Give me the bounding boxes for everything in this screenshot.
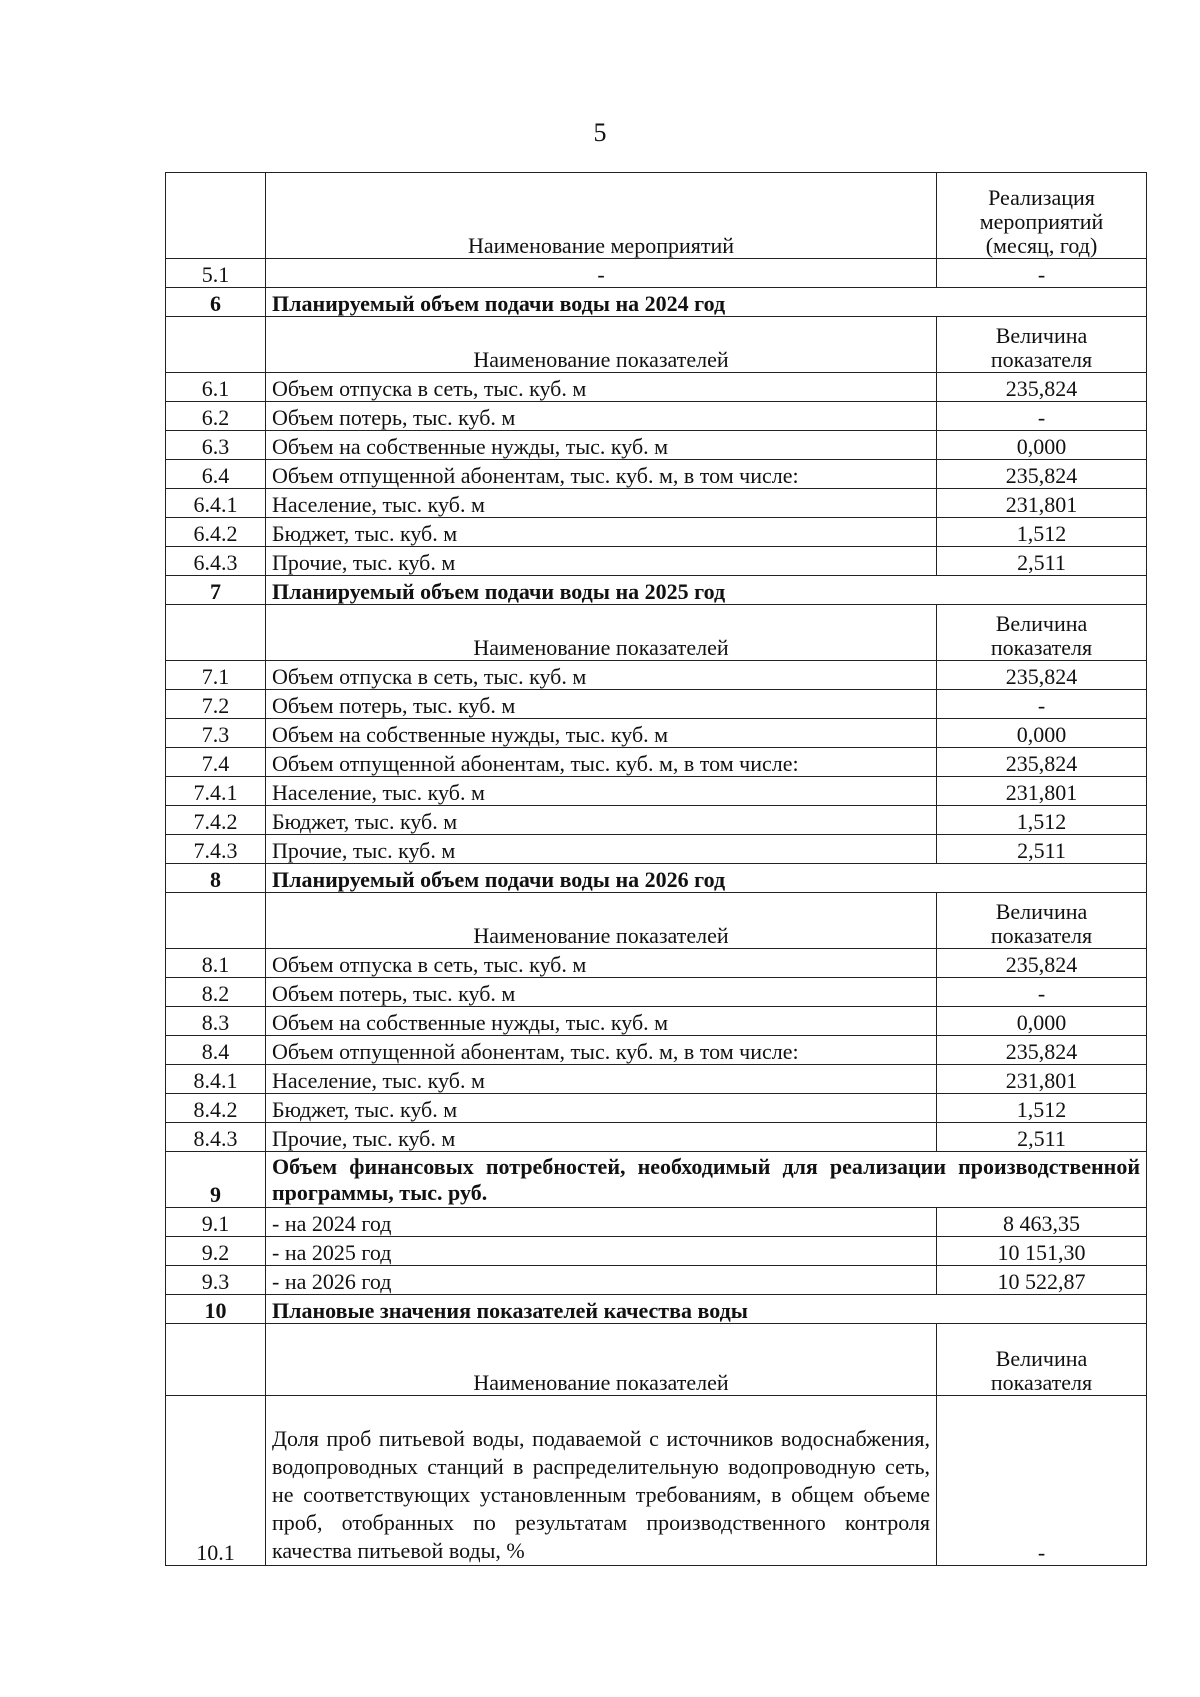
subheader-num-cell [166,317,266,373]
row-value: 235,824 [937,748,1147,777]
table-row [166,431,1147,460]
section-title: Планируемый объем подачи воды на 2026 год [266,864,1147,893]
table-row [166,460,1147,489]
table-row [166,690,1147,719]
subheader-row [166,1324,1147,1396]
section-header-10 [166,1295,1147,1324]
table-row [166,402,1147,431]
subheader-name: Наименование показателей [266,317,937,373]
row-value: 2,511 [937,1123,1147,1152]
row-number: 6.4.1 [166,489,266,518]
row-value: 235,824 [937,373,1147,402]
row-name: Объем на собственные нужды, тыс. куб. м [266,1007,937,1036]
subheader-value: Величина показателя [937,605,1147,661]
subheader-num-cell [166,605,266,661]
section-title: Объем финансовых потребностей, необходимый для реализации производственной программы, тыс. руб. [266,1152,1147,1208]
header-value-cell: Реализация мероприятий (месяц, год) [937,173,1147,259]
table-row [166,373,1147,402]
row-number: 7.1 [166,661,266,690]
section-title: Плановые значения показателей качества воды [266,1295,1147,1324]
row-number: 5.1 [166,259,266,288]
row-name: Объем на собственные нужды, тыс. куб. м [266,431,937,460]
row-value: 0,000 [937,1007,1147,1036]
section-header-6 [166,288,1147,317]
section-number: 8 [166,864,266,893]
section-title: Планируемый объем подачи воды на 2025 год [266,576,1147,605]
row-value: 2,511 [937,547,1147,576]
table-row [166,661,1147,690]
subheader-num-cell [166,893,266,949]
row-number: 6.1 [166,373,266,402]
subheader-name: Наименование показателей [266,893,937,949]
row-number: 8.4.3 [166,1123,266,1152]
row-name: Объем на собственные нужды, тыс. куб. м [266,719,937,748]
row-number: 7.4.2 [166,806,266,835]
table-row [166,719,1147,748]
table-row [166,978,1147,1007]
row-value: 0,000 [937,431,1147,460]
section-number: 6 [166,288,266,317]
row-number: 6.4.3 [166,547,266,576]
row-value: 235,824 [937,460,1147,489]
row-value: 10 522,87 [937,1266,1147,1295]
table-row [166,1036,1147,1065]
table-row [166,777,1147,806]
row-number: 6.3 [166,431,266,460]
section-number: 9 [166,1152,266,1208]
subheader-value: Величина показателя [937,893,1147,949]
subheader-row [166,893,1147,949]
row-number: 8.2 [166,978,266,1007]
row-name: Прочие, тыс. куб. м [266,547,937,576]
subheader-value: Величина показателя [937,1324,1147,1396]
row-name: - [266,259,937,288]
row-value: - [937,402,1147,431]
table-row [166,949,1147,978]
row-name: Доля проб питьевой воды, подаваемой с источников водоснабжения, водопроводных станций в распределительную водопроводную сеть, не соответствующих установленным требованиям, в общем объеме проб, отобранных по результатам производственного контроля качества питьевой воды, % [266,1396,937,1566]
table-row [166,1208,1147,1237]
row-value: - [937,259,1147,288]
row-name: Прочие, тыс. куб. м [266,1123,937,1152]
row-value: 8 463,35 [937,1208,1147,1237]
section-title: Планируемый объем подачи воды на 2024 год [266,288,1147,317]
row-number: 8.4 [166,1036,266,1065]
row-number: 8.4.2 [166,1094,266,1123]
subheader-name: Наименование показателей [266,1324,937,1396]
row-number: 7.4.3 [166,835,266,864]
row-value: 235,824 [937,949,1147,978]
row-number: 10.1 [166,1396,266,1566]
row-name: - на 2024 год [266,1208,937,1237]
row-value: 1,512 [937,1094,1147,1123]
row-name: Объем потерь, тыс. куб. м [266,978,937,1007]
table-row [166,489,1147,518]
table-row [166,547,1147,576]
subheader-row [166,317,1147,373]
table-header-row [166,173,1147,259]
row-name: Объем потерь, тыс. куб. м [266,690,937,719]
table-row [166,1007,1147,1036]
row-name: Население, тыс. куб. м [266,1065,937,1094]
row-value: 1,512 [937,806,1147,835]
section-number: 10 [166,1295,266,1324]
row-number: 8.4.1 [166,1065,266,1094]
row-number: 6.4.2 [166,518,266,547]
table-row [166,1396,1147,1566]
row-name: Объем отпуска в сеть, тыс. куб. м [266,373,937,402]
table-row [166,1065,1147,1094]
row-number: 8.1 [166,949,266,978]
row-name: Объем отпущенной абонентам, тыс. куб. м, в том числе: [266,748,937,777]
row-name: Население, тыс. куб. м [266,777,937,806]
row-number: 9.2 [166,1237,266,1266]
row-number: 9.1 [166,1208,266,1237]
row-name: Бюджет, тыс. куб. м [266,1094,937,1123]
program-table [165,172,1147,1566]
row-number: 7.2 [166,690,266,719]
row-value: 235,824 [937,661,1147,690]
row-number: 6.2 [166,402,266,431]
row-value: 235,824 [937,1036,1147,1065]
section-header-8 [166,864,1147,893]
row-name: Прочие, тыс. куб. м [266,835,937,864]
row-value: - [937,690,1147,719]
section-number: 7 [166,576,266,605]
table-row [166,748,1147,777]
row-name: - на 2026 год [266,1266,937,1295]
row-number: 8.3 [166,1007,266,1036]
row-number: 7.4 [166,748,266,777]
header-name-cell: Наименование мероприятий [266,173,937,259]
subheader-name: Наименование показателей [266,605,937,661]
row-value: 231,801 [937,1065,1147,1094]
section-header-9 [166,1152,1147,1208]
row-name: Объем отпущенной абонентам, тыс. куб. м, в том числе: [266,460,937,489]
table-row [166,806,1147,835]
row-number: 6.4 [166,460,266,489]
row-name: Объем отпуска в сеть, тыс. куб. м [266,661,937,690]
row-value: 231,801 [937,489,1147,518]
row-value: 231,801 [937,777,1147,806]
row-number: 9.3 [166,1266,266,1295]
row-name: Объем потерь, тыс. куб. м [266,402,937,431]
row-value: 0,000 [937,719,1147,748]
header-num-cell [166,173,266,259]
row-value: 2,511 [937,835,1147,864]
table-row [166,259,1147,288]
row-name: Бюджет, тыс. куб. м [266,806,937,835]
row-name: Бюджет, тыс. куб. м [266,518,937,547]
table-row [166,1123,1147,1152]
table-row [166,1237,1147,1266]
row-name: Объем отпуска в сеть, тыс. куб. м [266,949,937,978]
table-row [166,518,1147,547]
table-row [166,1094,1147,1123]
row-name: - на 2025 год [266,1237,937,1266]
subheader-row [166,605,1147,661]
section-header-7 [166,576,1147,605]
row-name: Население, тыс. куб. м [266,489,937,518]
table-row [166,835,1147,864]
row-number: 7.3 [166,719,266,748]
row-value: - [937,1396,1147,1566]
row-value: - [937,978,1147,1007]
subheader-num-cell [166,1324,266,1396]
row-value: 10 151,30 [937,1237,1147,1266]
row-value: 1,512 [937,518,1147,547]
table-row [166,1266,1147,1295]
row-name: Объем отпущенной абонентам, тыс. куб. м, в том числе: [266,1036,937,1065]
row-number: 7.4.1 [166,777,266,806]
page-number: 5 [593,118,607,147]
subheader-value: Величина показателя [937,317,1147,373]
